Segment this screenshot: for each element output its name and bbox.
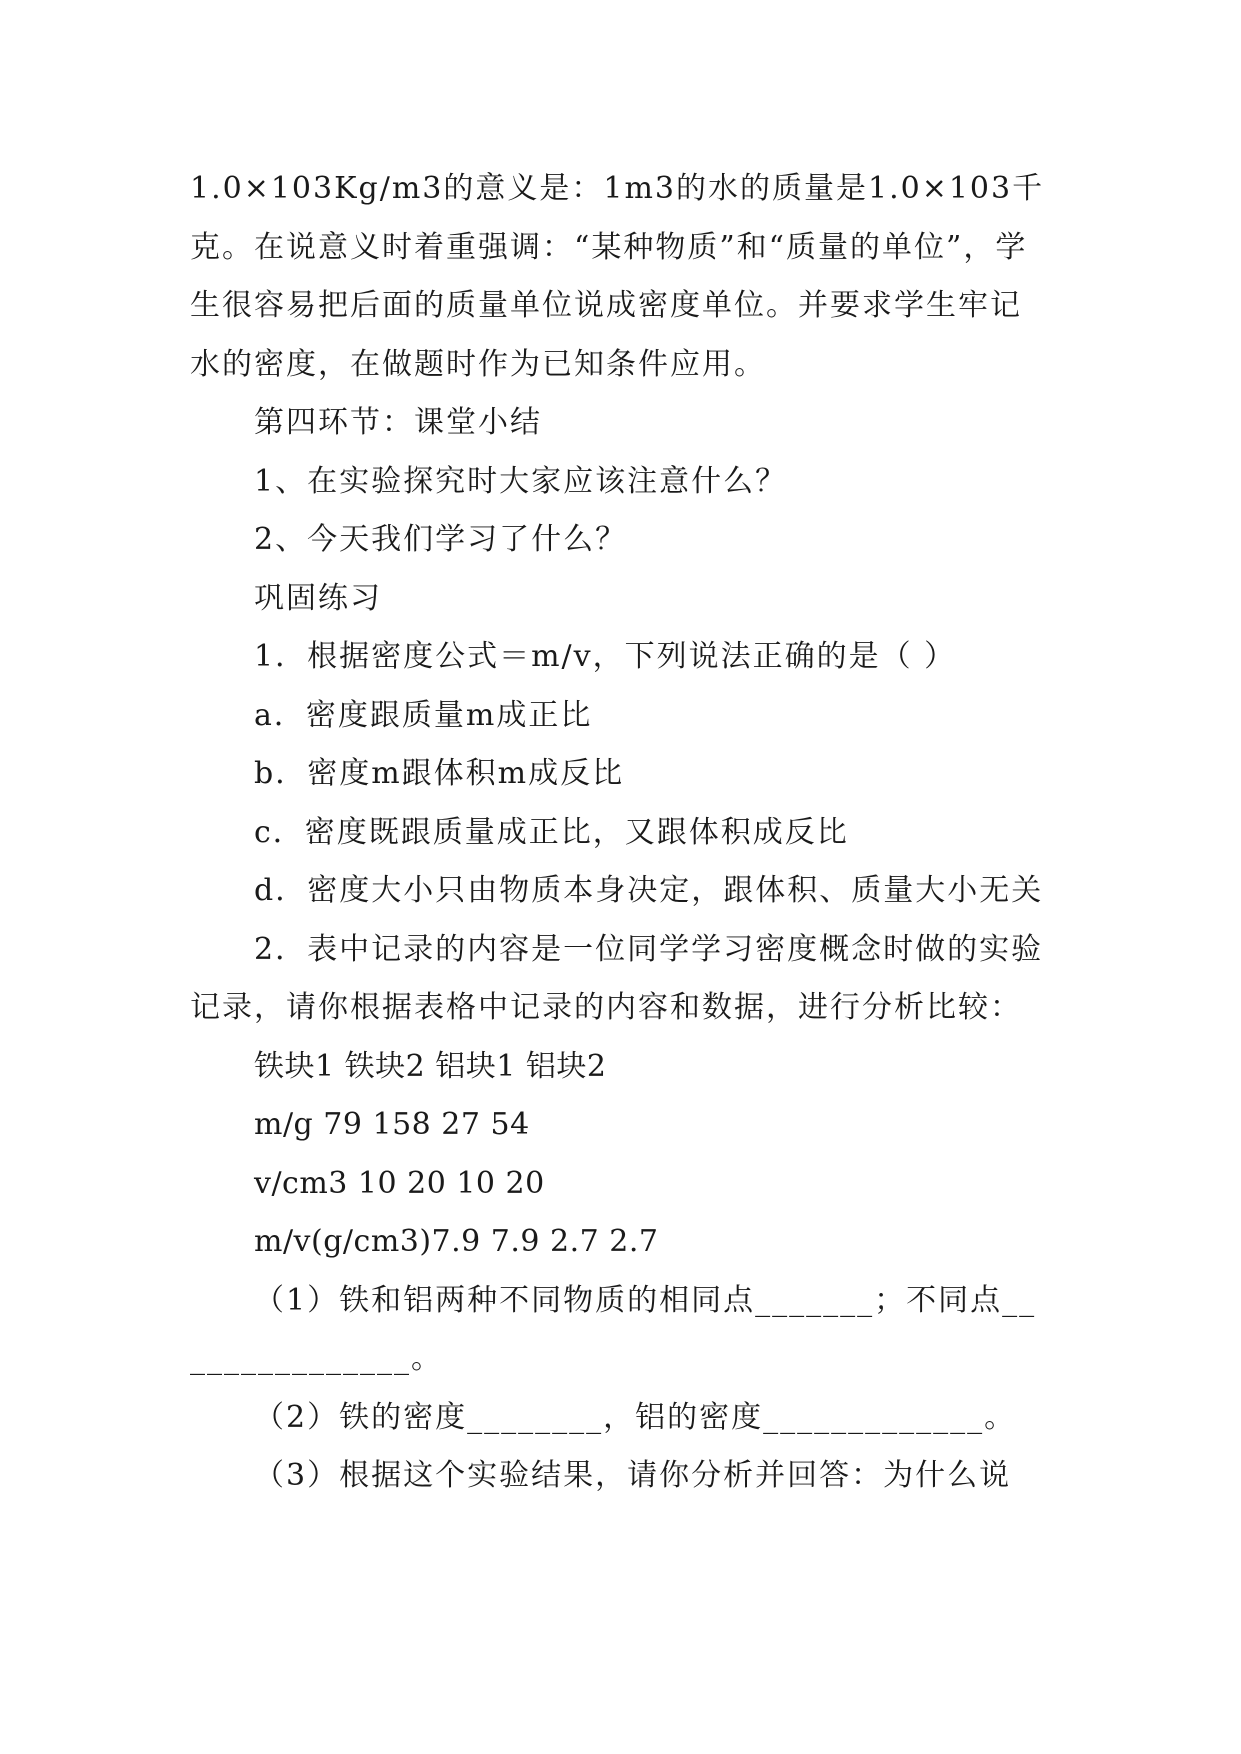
paragraph-density-meaning: 1.0×103Kg/m3的意义是：1m3的水的质量是1.0×103千克。在说意义时着重强调：“某种物质”和“质量的单位”，学生很容易把后面的质量单位说成密度单位。并要求学生牢记水的密度，在做题时作为已知条件应用。 <box>190 171 1045 382</box>
summary-question-2: 2、今天我们学习了什么？ <box>254 522 628 557</box>
exercise-1-option-a: a．密度跟质量m成正比 <box>254 697 593 733</box>
table-row-mass: m/g 79 158 27 54 <box>254 1107 530 1142</box>
exercise-1-option-b: b．密度m跟体积m成反比 <box>254 756 625 791</box>
exercise-2-question: 2．表中记录的内容是一位同学学习密度概念时做的实验记录，请你根据表格中记录的内容和数据，进行分析比较： <box>190 931 1044 1025</box>
document-page <box>190 160 1050 1506</box>
section-heading-summary: 第四环节：课堂小结 <box>254 405 542 440</box>
exercise-2-part-2: （2）铁的密度________，铝的密度_____________。 <box>254 1399 1017 1435</box>
summary-question-1: 1、在实验探究时大家应该注意什么？ <box>254 463 788 499</box>
table-row-headers: 铁块1 铁块2 铝块1 铝块2 <box>254 1048 607 1084</box>
exercise-1-question: 1．根据密度公式＝m/v，下列说法正确的是（ ） <box>254 639 957 674</box>
exercise-2-part-3: （3）根据这个实验结果，请你分析并回答：为什么说 <box>254 1458 1012 1493</box>
exercise-1-option-c: c．密度既跟质量成正比，又跟体积成反比 <box>254 814 849 850</box>
exercise-2-part-1: （1）铁和铝两种不同物质的相同点_______；不同点_______________。 <box>190 1282 1037 1376</box>
table-row-volume: v/cm3 10 20 10 20 <box>254 1165 545 1201</box>
exercise-1-option-d: d．密度大小只由物质本身决定，跟体积、质量大小无关 <box>254 873 1044 908</box>
exercise-heading: 巩固练习 <box>254 580 382 616</box>
table-row-ratio: m/v(g/cm3)7.9 7.9 2.7 2.7 <box>254 1224 659 1259</box>
